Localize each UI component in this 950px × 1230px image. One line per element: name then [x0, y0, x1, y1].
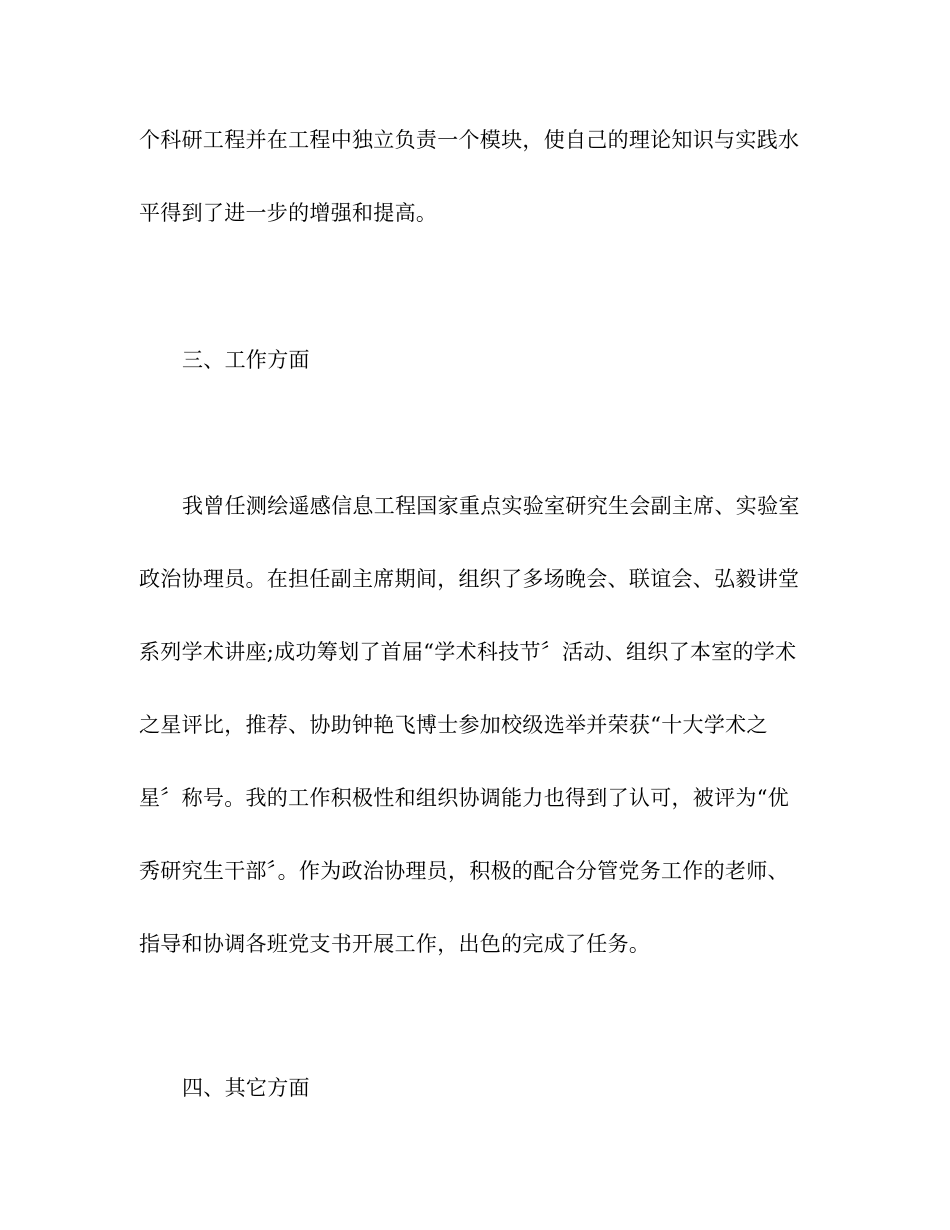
paragraph-line: 秀研究生干部〞。作为政治协理员，积极的配合分管党务工作的老师、: [139, 859, 789, 883]
paragraph-line: 星〞称号。我的工作积极性和组织协调能力也得到了认可，被评为“优: [139, 786, 790, 810]
paragraph-line: 我曾任测绘遥感信息工程国家重点实验室研究生会副主席、实验室: [182, 494, 800, 518]
paragraph-line: 政治协理员。在担任副主席期间，组织了多场晚会、联谊会、弘毅讲堂: [139, 567, 800, 591]
paragraph-line: 系列学术讲座;成功筹划了首届“学术科技节〞活动、组织了本室的学术: [139, 640, 797, 664]
section-heading-work: 三、工作方面: [182, 348, 310, 372]
paragraph-line: 个科研工程并在工程中独立负责一个模块，使自己的理论知识与实践水: [139, 128, 800, 152]
section-heading-other: 四、其它方面: [182, 1076, 310, 1100]
paragraph-line: 平得到了进一步的增强和提高。: [139, 201, 438, 225]
paragraph-line: 指导和协调各班党支书开展工作，出色的完成了任务。: [139, 932, 651, 956]
paragraph-line: 之星评比，推荐、协助钟艳飞博士参加校级选举并荣获“十大学术之: [139, 713, 768, 737]
